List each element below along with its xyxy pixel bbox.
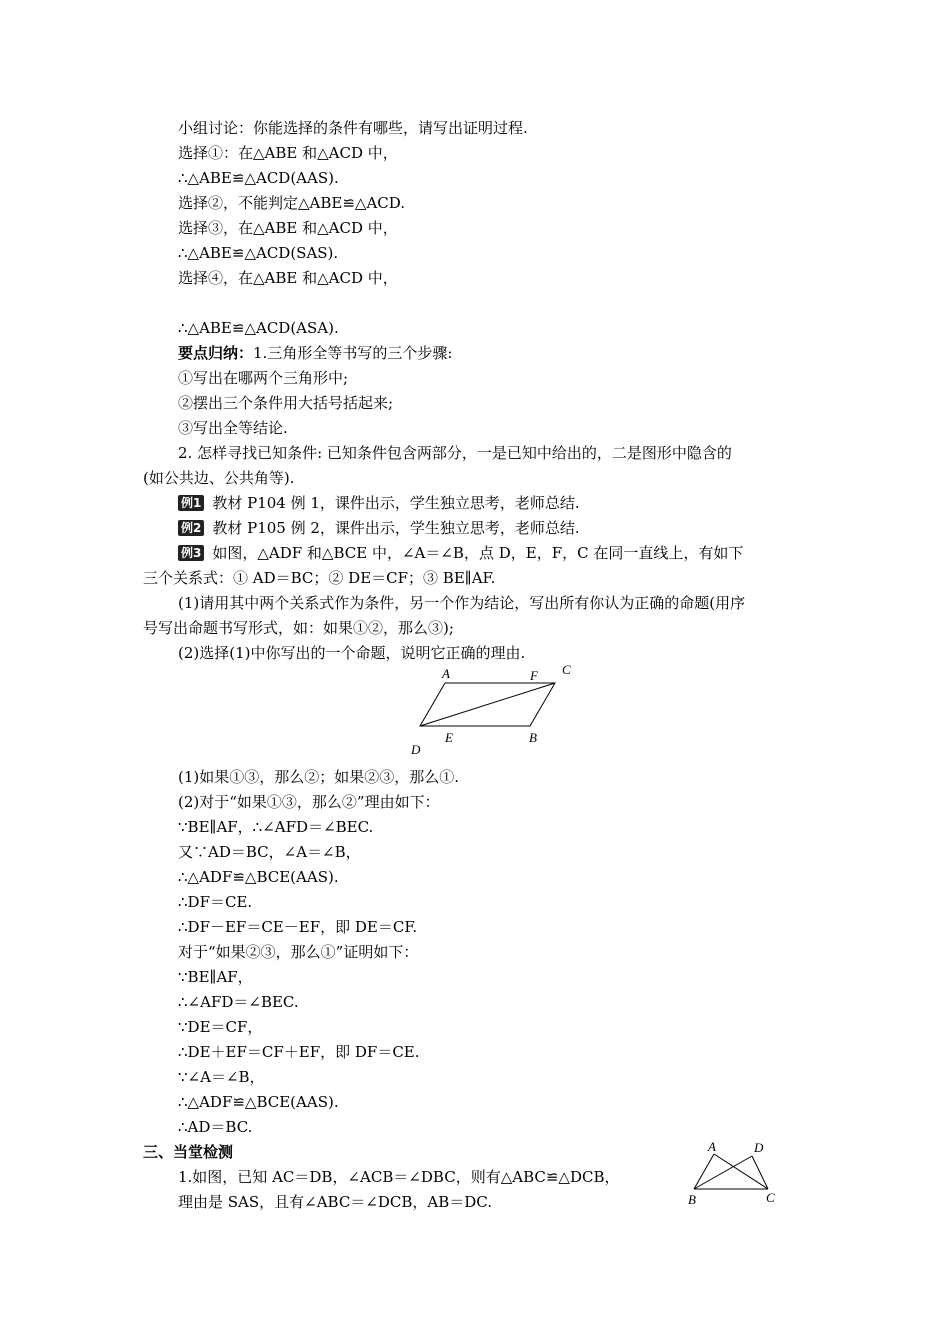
label-b: B xyxy=(529,730,537,745)
text-line: (2)选择(1)中你写出的一个命题，说明它正确的理由. xyxy=(178,644,526,662)
text-line: ∵∠A＝∠B， xyxy=(178,1068,265,1086)
text-line: ∴△ADF≌△BCE(AAS). xyxy=(178,1093,339,1111)
text-line: (2)对于“如果①③，那么②”理由如下： xyxy=(178,793,440,811)
text-line: ∴∠AFD＝∠BEC. xyxy=(178,993,299,1011)
text-line: ∴△ADF≌△BCE(AAS). xyxy=(178,868,339,886)
example-1 xyxy=(178,493,580,513)
label-c: C xyxy=(766,1190,775,1205)
example-text: 教材 P104 例 1，课件出示，学生独立思考，老师总结. xyxy=(212,494,580,512)
text-line: 又∵AD＝BC，∠A＝∠B， xyxy=(178,843,361,861)
label-d: D xyxy=(754,1140,764,1155)
triangles-figure xyxy=(682,1136,782,1210)
text-line: ∵BE∥AF， xyxy=(178,968,253,986)
label-a: A xyxy=(708,1139,716,1154)
text-line: ∴△ABE≌△ACD(AAS). xyxy=(178,169,339,187)
label-c: C xyxy=(562,662,571,677)
label-e: E xyxy=(445,730,453,745)
figure-diagonal xyxy=(420,683,555,726)
example-text: 教材 P105 例 2，课件出示，学生独立思考，老师总结. xyxy=(212,519,580,537)
example-2 xyxy=(178,518,580,538)
example-badge: 例3 xyxy=(178,545,204,561)
text-line: 1.如图，已知 AC＝DB，∠ACB＝∠DBC，则有△ABC≌△DCB， xyxy=(178,1168,620,1186)
text-line: ∵DE＝CF， xyxy=(178,1018,263,1036)
label-d: D xyxy=(411,742,421,757)
text-line: ∵BE∥AF，∴∠AFD＝∠BEC. xyxy=(178,818,374,836)
label-b: B xyxy=(688,1192,696,1207)
key-points-line xyxy=(178,343,452,363)
text-line: (1)如果①③，那么②；如果②③，那么①. xyxy=(178,768,460,786)
text-line: 号写出命题书写形式，如：如果①②，那么③); xyxy=(143,619,454,637)
label-a: A xyxy=(442,666,450,681)
text-line: 选择②，不能判定△ABE≌△ACD. xyxy=(178,194,406,212)
text-line: 小组讨论：你能选择的条件有哪些，请写出证明过程. xyxy=(178,119,528,137)
text-line: 选择③，在△ABE 和△ACD 中， xyxy=(178,219,398,237)
text-line: 对于“如果②③，那么①”证明如下： xyxy=(178,943,419,961)
text-line: 选择④，在△ABE 和△ACD 中， xyxy=(178,269,398,287)
text-line: 理由是 SAS，且有∠ABC＝∠DCB，AB＝DC. xyxy=(178,1193,493,1211)
example-badge: 例1 xyxy=(178,495,204,511)
text-line: (1)请用其中两个关系式作为条件，另一个作为结论，写出所有你认为正确的命题(用序 xyxy=(178,594,746,612)
key-points-title: 要点归纳： xyxy=(178,344,254,362)
parallelogram-figure xyxy=(400,658,590,760)
text-line: ∴DF＝CE. xyxy=(178,893,253,911)
text-line: ∴△ABE≌△ACD(ASA). xyxy=(178,319,339,337)
text-line: ③写出全等结论. xyxy=(178,419,288,437)
text-line: ∴DE＋EF＝CF＋EF，即 DF＝CE. xyxy=(178,1043,420,1061)
text-line: ∴DF－EF＝CE－EF，即 DE＝CF. xyxy=(178,918,418,936)
text-line: 2. 怎样寻找已知条件: 已知条件包含两部分，一是已知中给出的，二是图形中隐含的 xyxy=(178,444,732,462)
section-heading: 三、当堂检测 xyxy=(143,1143,234,1161)
text-line: 选择①：在△ABE 和△ACD 中， xyxy=(178,144,398,162)
example-text: 如图，△ADF 和△BCE 中，∠A＝∠B，点 D，E，F，C 在同一直线上，有如下 xyxy=(212,544,744,562)
text-line: ∴AD＝BC. xyxy=(178,1118,253,1136)
text-line: 三个关系式：① AD＝BC；② DE＝CF；③ BE∥AF. xyxy=(143,569,496,587)
label-f: F xyxy=(530,668,538,683)
example-badge: 例2 xyxy=(178,520,204,536)
example-3 xyxy=(178,543,743,563)
text-line: (如公共边、公共角等). xyxy=(143,469,295,487)
text-line: ②摆出三个条件用大括号括起来; xyxy=(178,394,394,412)
text-line: ①写出在哪两个三角形中; xyxy=(178,369,349,387)
key-points-text: 1.三角形全等书写的三个步骤: xyxy=(253,344,453,362)
text-line: ∴△ABE≌△ACD(SAS). xyxy=(178,244,339,262)
